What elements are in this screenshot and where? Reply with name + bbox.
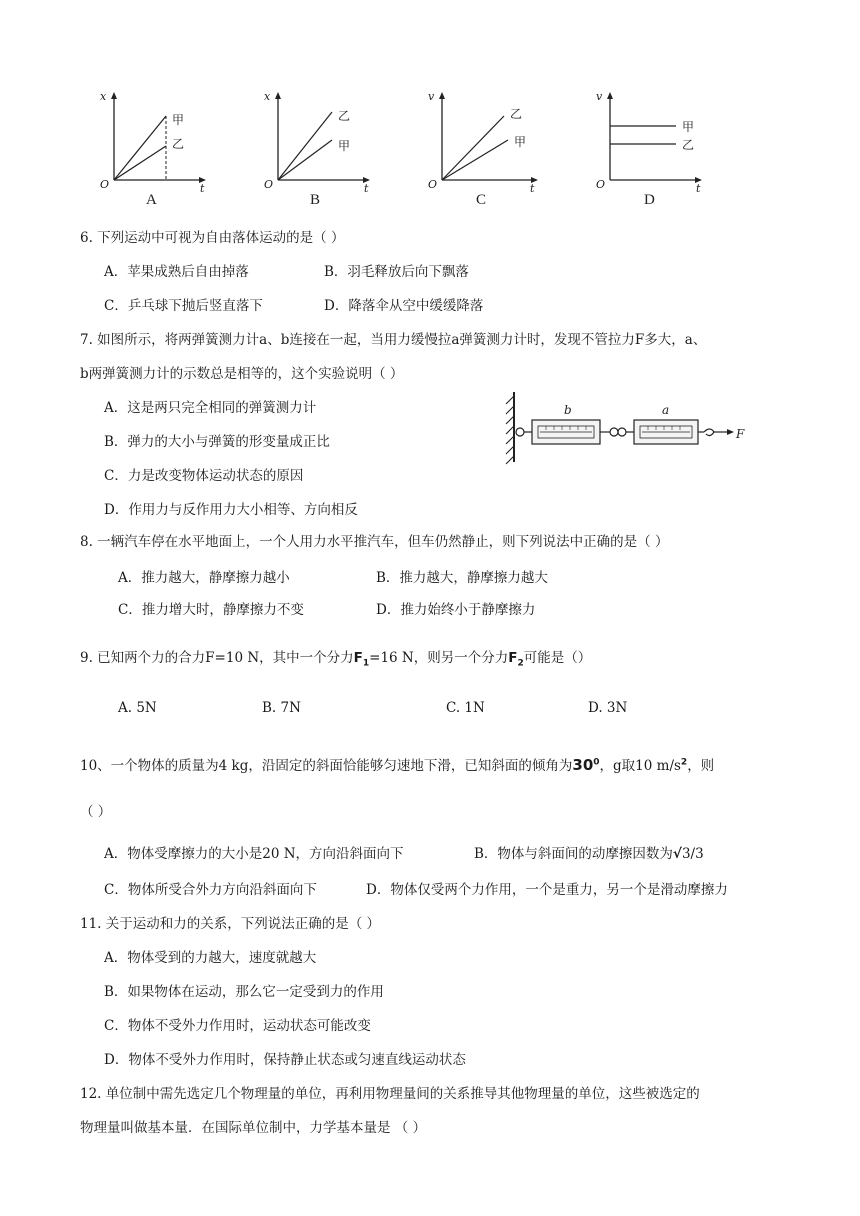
- graph-b-x-axis: t: [364, 182, 369, 195]
- q7-option-d: D．作用力与反作用力大小相等、方向相反: [104, 502, 358, 518]
- q11-option-d: D．物体不受外力作用时，保持静止状态或匀速直线运动状态: [104, 1052, 466, 1068]
- q8-stem: 8. 一辆汽车停在水平地面上，一个人用力水平推汽车，但车仍然静止，则下列说法中正确的是（ ）: [80, 534, 669, 550]
- q6-option-a: A．苹果成熟后自由掉落: [104, 264, 249, 280]
- graph-b: [260, 88, 370, 210]
- q10-option-c: C．物体所受合外力方向沿斜面向下: [104, 882, 317, 898]
- graph-c-y-axis: v: [428, 90, 435, 103]
- graph-d: [592, 88, 704, 210]
- graph-c: [424, 88, 540, 210]
- q11-stem: 11. 关于运动和力的关系，下列说法正确的是（ ）: [80, 916, 381, 932]
- q9-option-d: D. 3N: [588, 700, 628, 716]
- q11-option-a: A．物体受到的力越大，速度就越大: [104, 950, 317, 966]
- q12-stem-line2: 物理量叫做基本量．在国际单位制中，力学基本量是 （ ）: [80, 1120, 427, 1136]
- q10-option-b: [474, 842, 704, 862]
- q10-stem: [80, 754, 714, 774]
- q8-option-b: B．推力越大，静摩擦力越大: [376, 570, 548, 586]
- spring-scale-figure: [500, 384, 760, 470]
- graph-b-line2: 甲: [338, 139, 351, 153]
- force-f-label: F: [736, 427, 745, 441]
- graph-a-x-axis: t: [200, 182, 205, 195]
- q10-angle-degree: 0: [593, 757, 600, 768]
- graph-b-option: B: [310, 192, 321, 208]
- graph-d-origin: O: [596, 178, 606, 191]
- q7-stem-line1: 7. 如图所示，将两弹簧测力计a、b连接在一起，当用力缓慢拉a弹簧测力计时，发现不管拉力F多大，a、: [80, 332, 707, 348]
- q9-f1-subscript: 1: [362, 658, 370, 669]
- q9-stem-mid: =16 N，则另一个分力: [369, 650, 509, 666]
- graph-a-line1: 甲: [172, 113, 185, 127]
- scale-b-label: b: [564, 403, 572, 417]
- q7-option-b: B．弹力的大小与弹簧的形变量成正比: [104, 434, 330, 450]
- graph-c-x-axis: t: [530, 182, 535, 195]
- graph-c-option: C: [476, 192, 487, 208]
- q9-f2-subscript: 2: [517, 658, 524, 669]
- q9-f2-symbol: F: [508, 650, 518, 666]
- q11-option-b: B．如果物体在运动，那么它一定受到力的作用: [104, 984, 384, 1000]
- q10-option-b-post: 3/3: [681, 846, 704, 862]
- q10-option-b-pre: B．物体与斜面间的动摩擦因数为: [474, 846, 673, 862]
- q11-option-c: C．物体不受外力作用时，运动状态可能改变: [104, 1018, 371, 1034]
- q10-stem-post: ，则: [687, 758, 715, 774]
- graph-b-line1: 乙: [338, 109, 351, 123]
- q9-f1-symbol: F: [353, 650, 363, 666]
- q10-unit-power: 2: [680, 757, 688, 768]
- graph-c-line1: 乙: [510, 107, 523, 121]
- scale-a-label: a: [662, 403, 670, 417]
- graph-a-origin: O: [100, 178, 110, 191]
- graph-d-line2: 乙: [682, 138, 695, 152]
- graph-b-origin: O: [264, 178, 274, 191]
- q7-stem-line2: b两弹簧测力计的示数总是相等的，这个实验说明（ ）: [80, 366, 404, 382]
- sqrt-symbol: √: [672, 846, 682, 862]
- graph-c-line2: 甲: [514, 135, 527, 149]
- q7-option-c: C．力是改变物体运动状态的原因: [104, 468, 304, 484]
- q10-option-d: D．物体仅受两个力作用，一个是重力，另一个是滑动摩擦力: [366, 882, 728, 898]
- q9-option-a: A. 5N: [118, 700, 157, 716]
- graph-a: [96, 88, 206, 210]
- q6-option-b: B．羽毛释放后向下飘落: [324, 264, 469, 280]
- q8-option-c: C．推力增大时，静摩擦力不变: [118, 602, 304, 618]
- q8-option-a: A．推力越大，静摩擦力越小: [118, 570, 290, 586]
- graph-d-option: D: [644, 192, 655, 208]
- q9-option-c: C. 1N: [446, 700, 485, 716]
- q6-option-d: D．降落伞从空中缓缓降落: [324, 298, 484, 314]
- graph-c-origin: O: [428, 178, 438, 191]
- graph-a-line2: 乙: [172, 137, 185, 151]
- graph-d-x-axis: t: [696, 182, 701, 195]
- q10-stem-pre: 10、一个物体的质量为4 kg，沿固定的斜面恰能够匀速地下滑，已知斜面的倾角为: [80, 758, 573, 774]
- q9-option-b: B. 7N: [262, 700, 301, 716]
- q9-stem: [80, 646, 591, 669]
- graph-b-y-axis: x: [264, 90, 271, 103]
- graph-a-y-axis: x: [100, 90, 107, 103]
- q8-option-d: D．推力始终小于静摩擦力: [376, 602, 536, 618]
- q9-stem-post: 可能是（）: [523, 650, 592, 666]
- q10-stem-mid: ，g取10 m/s: [599, 758, 681, 774]
- q10-option-a: A．物体受摩擦力的大小是20 N，方向沿斜面向下: [104, 846, 404, 862]
- q12-stem-line1: 12. 单位制中需先选定几个物理量的单位，再利用物理量间的关系推导其他物理量的单位，这些被选定的: [80, 1086, 700, 1102]
- q6-option-c: C．乒乓球下抛后竖直落下: [104, 298, 263, 314]
- graph-d-line1: 甲: [682, 120, 695, 134]
- q6-stem: 6. 下列运动中可视为自由落体运动的是（ ）: [80, 230, 345, 246]
- graph-a-option: A: [146, 192, 157, 208]
- q10-angle: 30: [572, 756, 594, 774]
- graph-d-y-axis: v: [596, 90, 603, 103]
- q9-stem-pre: 9. 已知两个力的合力F=10 N，其中一个分力: [80, 650, 354, 666]
- q7-option-a: A．这是两只完全相同的弹簧测力计: [104, 400, 317, 416]
- q10-paren: （ ）: [80, 804, 112, 820]
